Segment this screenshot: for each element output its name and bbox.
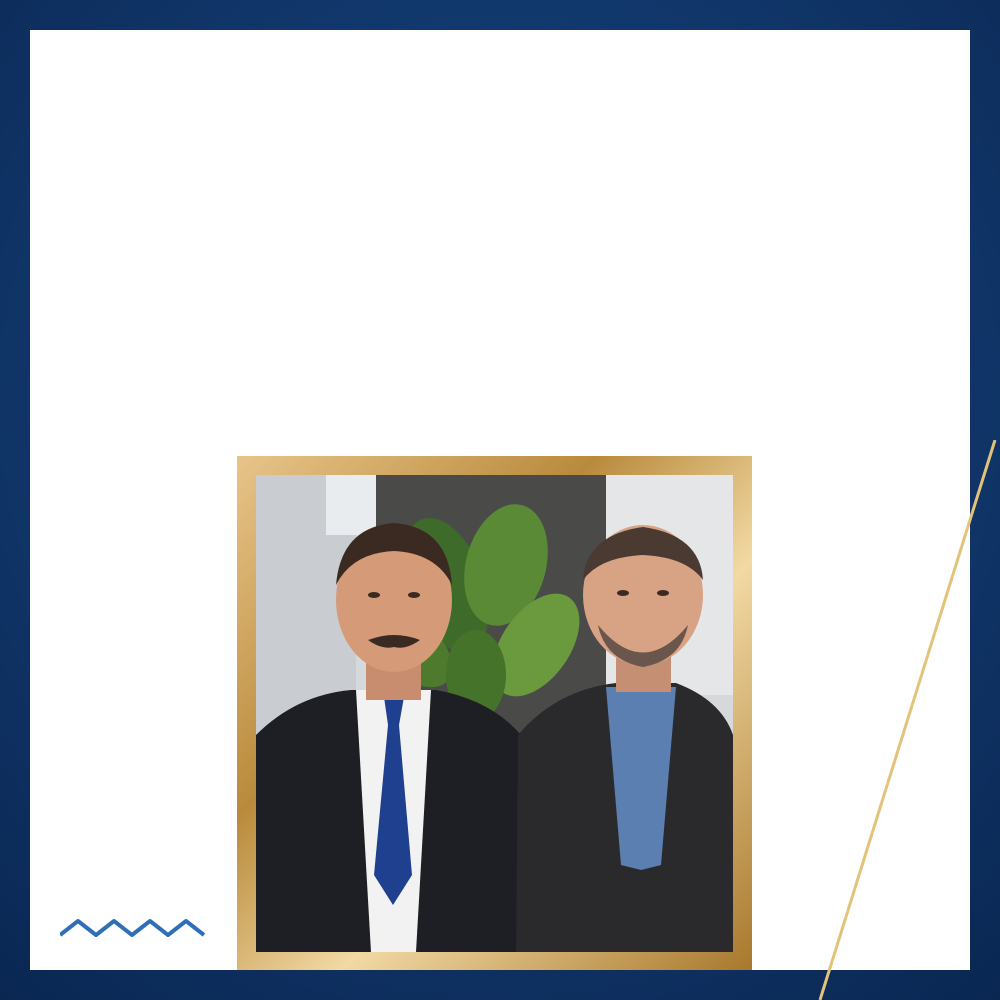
- gold-diagonal-line: [800, 440, 1000, 1000]
- photo-illustration: [256, 475, 733, 952]
- photo-frame: [237, 456, 752, 970]
- letter-body: [48, 56, 943, 70]
- gold-wave-lines-left: [30, 450, 230, 970]
- photo: [256, 475, 733, 952]
- gold-wave-lines-top: [30, 30, 970, 150]
- zigzag-icon: [60, 915, 220, 945]
